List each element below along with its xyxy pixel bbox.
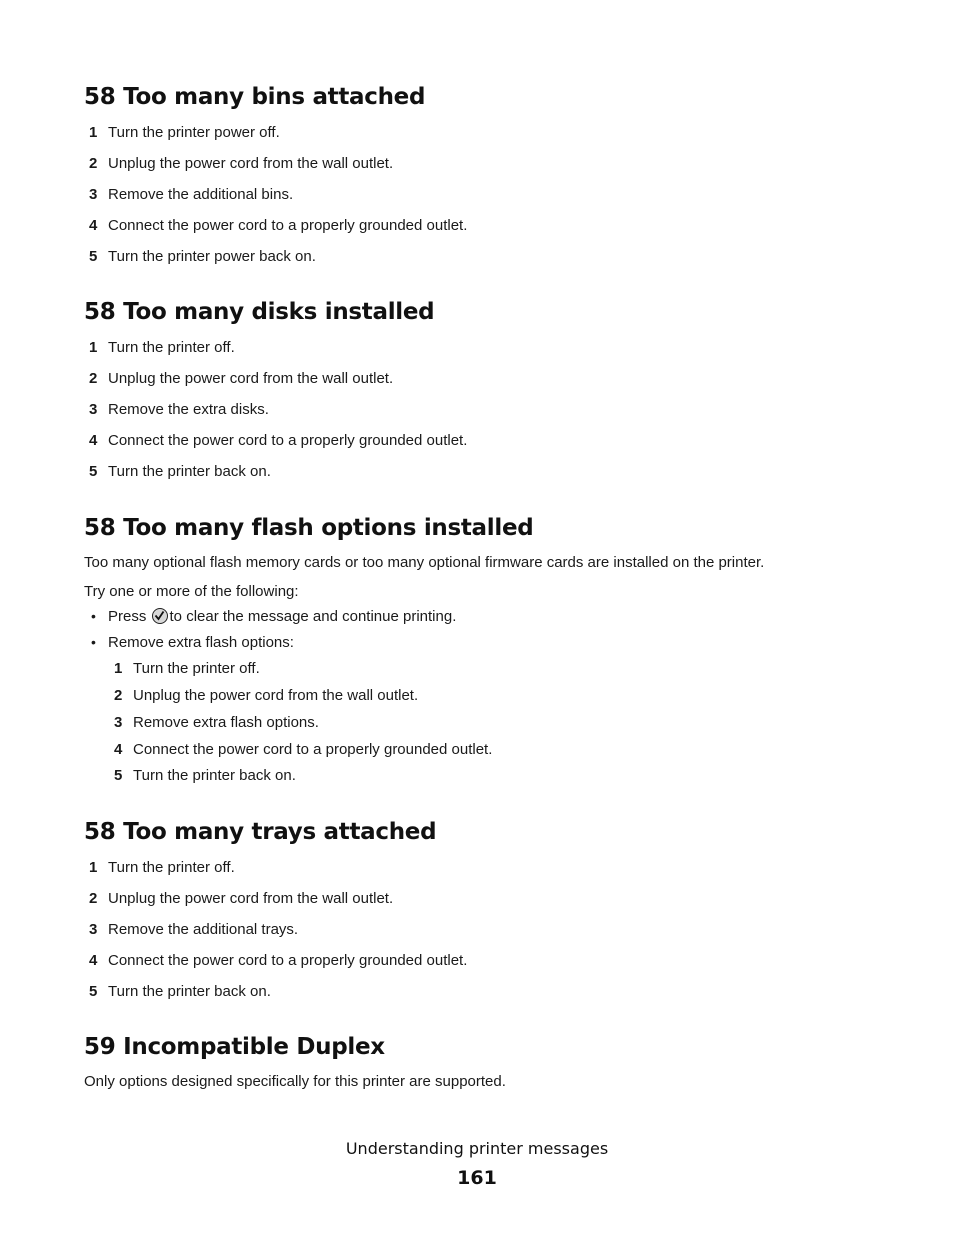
step-text: Unplug the power cord from the wall outlet. <box>108 890 394 907</box>
step-text: Connect the power cord to a properly grounded outlet. <box>108 432 468 449</box>
step-number: 1 <box>89 859 98 876</box>
step-text: Turn the printer back on. <box>133 767 296 784</box>
step-text: Remove the additional trays. <box>108 921 299 938</box>
step-text: Connect the power cord to a properly grounded outlet. <box>133 741 493 758</box>
try-following-text: Try one or more of the following: <box>84 583 299 600</box>
step-number: 5 <box>89 983 98 1000</box>
step-text: Unplug the power cord from the wall outlet. <box>108 155 394 172</box>
step-number: 2 <box>89 890 98 907</box>
step-number: 2 <box>89 370 98 387</box>
section-heading: 58 Too many flash options installed <box>84 515 534 541</box>
step-number: 5 <box>89 248 98 265</box>
step-number: 4 <box>114 741 123 758</box>
bullet-dot: • <box>91 634 96 650</box>
step-text: Turn the printer power off. <box>108 124 280 141</box>
step-text: Turn the printer off. <box>108 859 235 876</box>
step-number: 3 <box>114 714 123 731</box>
step-text: Turn the printer back on. <box>108 983 271 1000</box>
step-number: 1 <box>89 339 98 356</box>
bullet-dot: • <box>91 608 96 624</box>
bullet-press-item <box>108 608 456 625</box>
step-text: Remove extra flash options. <box>133 714 319 731</box>
step-number: 3 <box>89 401 98 418</box>
step-text: Turn the printer back on. <box>108 463 271 480</box>
section-intro: Too many optional flash memory cards or too many optional firmware cards are installed on the printer. <box>84 554 765 571</box>
step-number: 4 <box>89 432 98 449</box>
step-text: Connect the power cord to a properly grounded outlet. <box>108 217 468 234</box>
step-number: 4 <box>89 217 98 234</box>
bullet-remove-flash: Remove extra flash options: <box>108 634 294 651</box>
step-number: 1 <box>89 124 98 141</box>
page-number: 161 <box>457 1167 497 1189</box>
step-number: 2 <box>89 155 98 172</box>
bullet-press-post: to clear the message and continue printing. <box>169 608 457 625</box>
step-text: Unplug the power cord from the wall outlet. <box>108 370 394 387</box>
section-heading: 58 Too many trays attached <box>84 819 437 845</box>
step-number: 1 <box>114 660 123 677</box>
step-text: Turn the printer off. <box>108 339 235 356</box>
step-text: Turn the printer power back on. <box>108 248 316 265</box>
step-text: Turn the printer off. <box>133 660 260 677</box>
section-heading: 58 Too many bins attached <box>84 84 426 110</box>
step-number: 5 <box>89 463 98 480</box>
bullet-press-pre: Press <box>108 608 147 625</box>
footer-chapter-title: Understanding printer messages <box>345 1139 609 1158</box>
step-number: 2 <box>114 687 123 704</box>
step-text: Connect the power cord to a properly grounded outlet. <box>108 952 468 969</box>
step-number: 3 <box>89 921 98 938</box>
step-text: Remove the additional bins. <box>108 186 294 203</box>
step-number: 4 <box>89 952 98 969</box>
step-text: Unplug the power cord from the wall outlet. <box>133 687 419 704</box>
step-text: Remove the extra disks. <box>108 401 269 418</box>
section-intro: Only options designed specifically for this printer are supported. <box>84 1073 506 1090</box>
section-heading: 58 Too many disks installed <box>84 299 435 325</box>
section-heading: 59 Incompatible Duplex <box>84 1034 385 1060</box>
checkmark-button-icon <box>152 608 168 624</box>
step-number: 3 <box>89 186 98 203</box>
step-number: 5 <box>114 767 123 784</box>
